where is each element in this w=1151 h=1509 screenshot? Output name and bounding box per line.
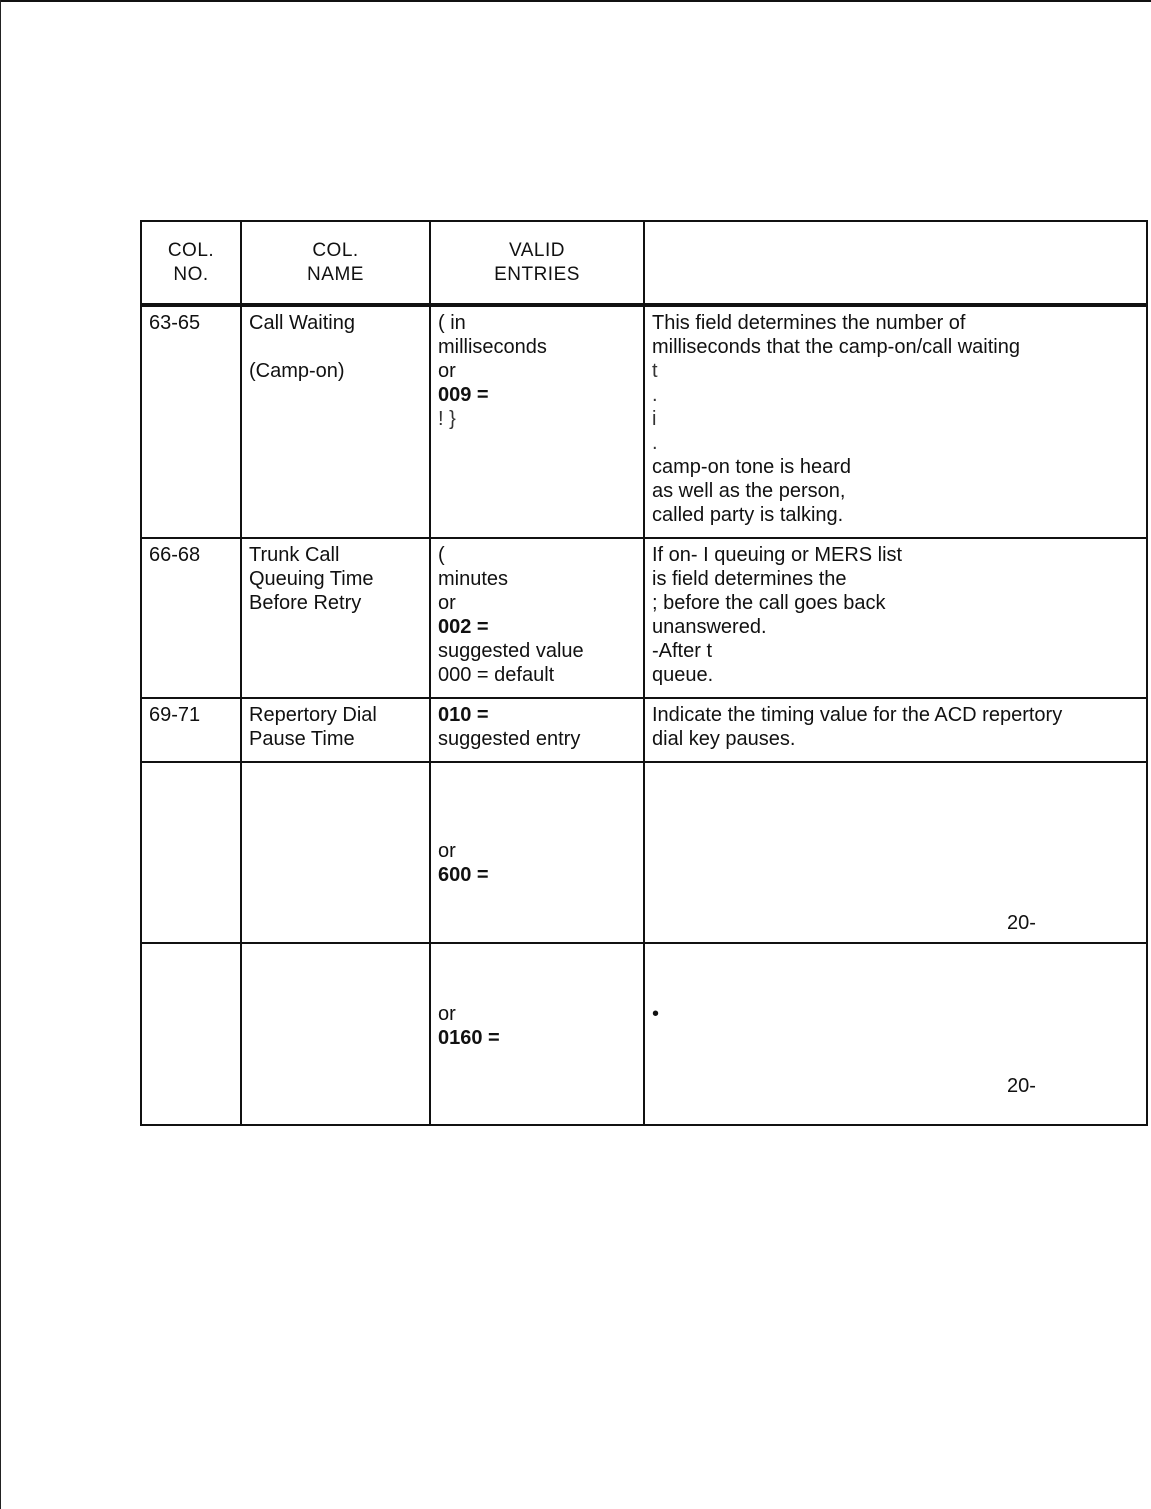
cell-description <box>644 943 1147 1125</box>
table-row <box>141 762 1147 942</box>
cell-col-name <box>241 305 430 538</box>
valid-entry-line: 010 = <box>438 703 489 726</box>
valid-entry-line: 000 = default <box>438 663 555 686</box>
valid-entry-line <box>438 954 637 978</box>
description-line: If on- I queuing or MERS list <box>652 543 903 566</box>
col-name-line <box>249 335 423 359</box>
page-ref-text: 20- <box>1007 912 1036 935</box>
valid-entry-line: suggested entry <box>438 727 581 750</box>
col-no-value: 63-65 <box>149 312 201 334</box>
description-line <box>652 887 1140 911</box>
description-line: i <box>652 408 657 430</box>
description-line: This field determines the number of <box>652 312 966 334</box>
table-header-row <box>141 221 1147 305</box>
description-line: ; before the call goes back <box>652 591 886 614</box>
table-row <box>141 305 1147 538</box>
valid-entry-line: 600 = <box>438 864 489 887</box>
cell-col-name <box>241 538 430 698</box>
col-name-line: Before Retry <box>249 591 362 614</box>
valid-entry-line: 009 = <box>438 384 489 406</box>
description-line: . <box>652 384 658 406</box>
valid-entry-line: 002 = <box>438 615 489 638</box>
valid-entry-line: ( in <box>438 312 466 334</box>
description-line: Indicate the timing value for the ACD repertory <box>652 703 1063 726</box>
valid-entry-line <box>438 815 637 839</box>
description-line: unanswered. <box>652 615 767 638</box>
valid-entry-line: or <box>438 840 456 863</box>
cell-valid-entries <box>430 698 644 762</box>
valid-entry-line <box>438 791 637 815</box>
cell-description <box>644 538 1147 698</box>
cell-col-no <box>141 762 241 942</box>
header-col-no-line1: COL. <box>167 239 215 261</box>
header-valid-entries-line1: VALID <box>508 239 565 261</box>
valid-entry-line: minutes <box>438 567 509 590</box>
col-name-line: Repertory Dial <box>249 703 377 726</box>
description-line <box>652 1050 1140 1074</box>
header-col-no <box>141 221 241 305</box>
cell-col-no <box>141 698 241 762</box>
valid-entry-line: or <box>438 1002 456 1025</box>
table-row <box>141 943 1147 1125</box>
cell-col-no <box>141 943 241 1125</box>
col-no-value: 66-68 <box>149 543 201 566</box>
cell-description <box>644 698 1147 762</box>
description-line: queue. <box>652 663 714 686</box>
col-name-line: Trunk Call <box>249 543 340 566</box>
header-description <box>644 221 1147 305</box>
description-line: camp-on tone is heard <box>652 456 852 478</box>
field-spec-table <box>140 220 1148 1126</box>
cell-col-no <box>141 305 241 538</box>
col-name-line: (Camp-on) <box>249 360 345 382</box>
bullet-mark: • <box>652 1002 660 1025</box>
cell-valid-entries <box>430 305 644 538</box>
valid-entry-line: 0160 = <box>438 1026 500 1049</box>
cell-description <box>644 305 1147 538</box>
table-row <box>141 698 1147 762</box>
header-valid-entries <box>430 221 644 305</box>
cell-valid-entries <box>430 538 644 698</box>
description-line <box>652 1026 1140 1050</box>
header-col-name-line2: NAME <box>307 263 364 285</box>
valid-entry-line <box>438 978 637 1002</box>
valid-entry-line: ( <box>438 543 445 566</box>
description-line: . <box>652 432 658 454</box>
cell-col-no <box>141 538 241 698</box>
header-col-no-line2: NO. <box>173 263 209 285</box>
header-col-name <box>241 221 430 305</box>
valid-entry-line: ! } <box>438 408 456 430</box>
col-name-line: Queuing Time <box>249 567 374 590</box>
col-name-line: Pause Time <box>249 727 355 750</box>
description-line <box>652 863 1140 887</box>
table-row <box>141 538 1147 698</box>
description-line: as well as the person, <box>652 480 846 502</box>
description-line <box>652 954 1140 978</box>
cell-col-name <box>241 762 430 942</box>
col-name-line: Call Waiting <box>249 312 355 334</box>
header-valid-entries-line2: ENTRIES <box>494 263 580 285</box>
cell-description <box>644 762 1147 942</box>
description-line <box>652 839 1140 863</box>
page-ref-text: 20- <box>1007 1074 1036 1097</box>
col-no-value: 69-71 <box>149 703 201 726</box>
description-line: -After t <box>652 639 713 662</box>
top-rule <box>0 0 1151 2</box>
description-line <box>652 791 1140 815</box>
header-description-text <box>645 251 1146 275</box>
description-line: called party is talking. <box>652 504 844 526</box>
valid-entry-line: milliseconds <box>438 336 547 358</box>
description-line: t <box>652 360 658 382</box>
cell-valid-entries <box>430 762 644 942</box>
left-margin-rule <box>0 0 1 1509</box>
description-line: is field determines the <box>652 567 847 590</box>
header-col-name-line1: COL. <box>312 239 359 261</box>
description-line: dial key pauses. <box>652 727 796 750</box>
valid-entry-line: or <box>438 591 456 614</box>
cell-col-name <box>241 698 430 762</box>
description-line: milliseconds that the camp-on/call waiting <box>652 336 1020 358</box>
cell-col-name <box>241 943 430 1125</box>
valid-entry-line: suggested value <box>438 639 584 662</box>
description-line <box>652 978 1140 1002</box>
cell-valid-entries <box>430 943 644 1125</box>
valid-entry-line: or <box>438 360 456 382</box>
description-line <box>652 815 1140 839</box>
